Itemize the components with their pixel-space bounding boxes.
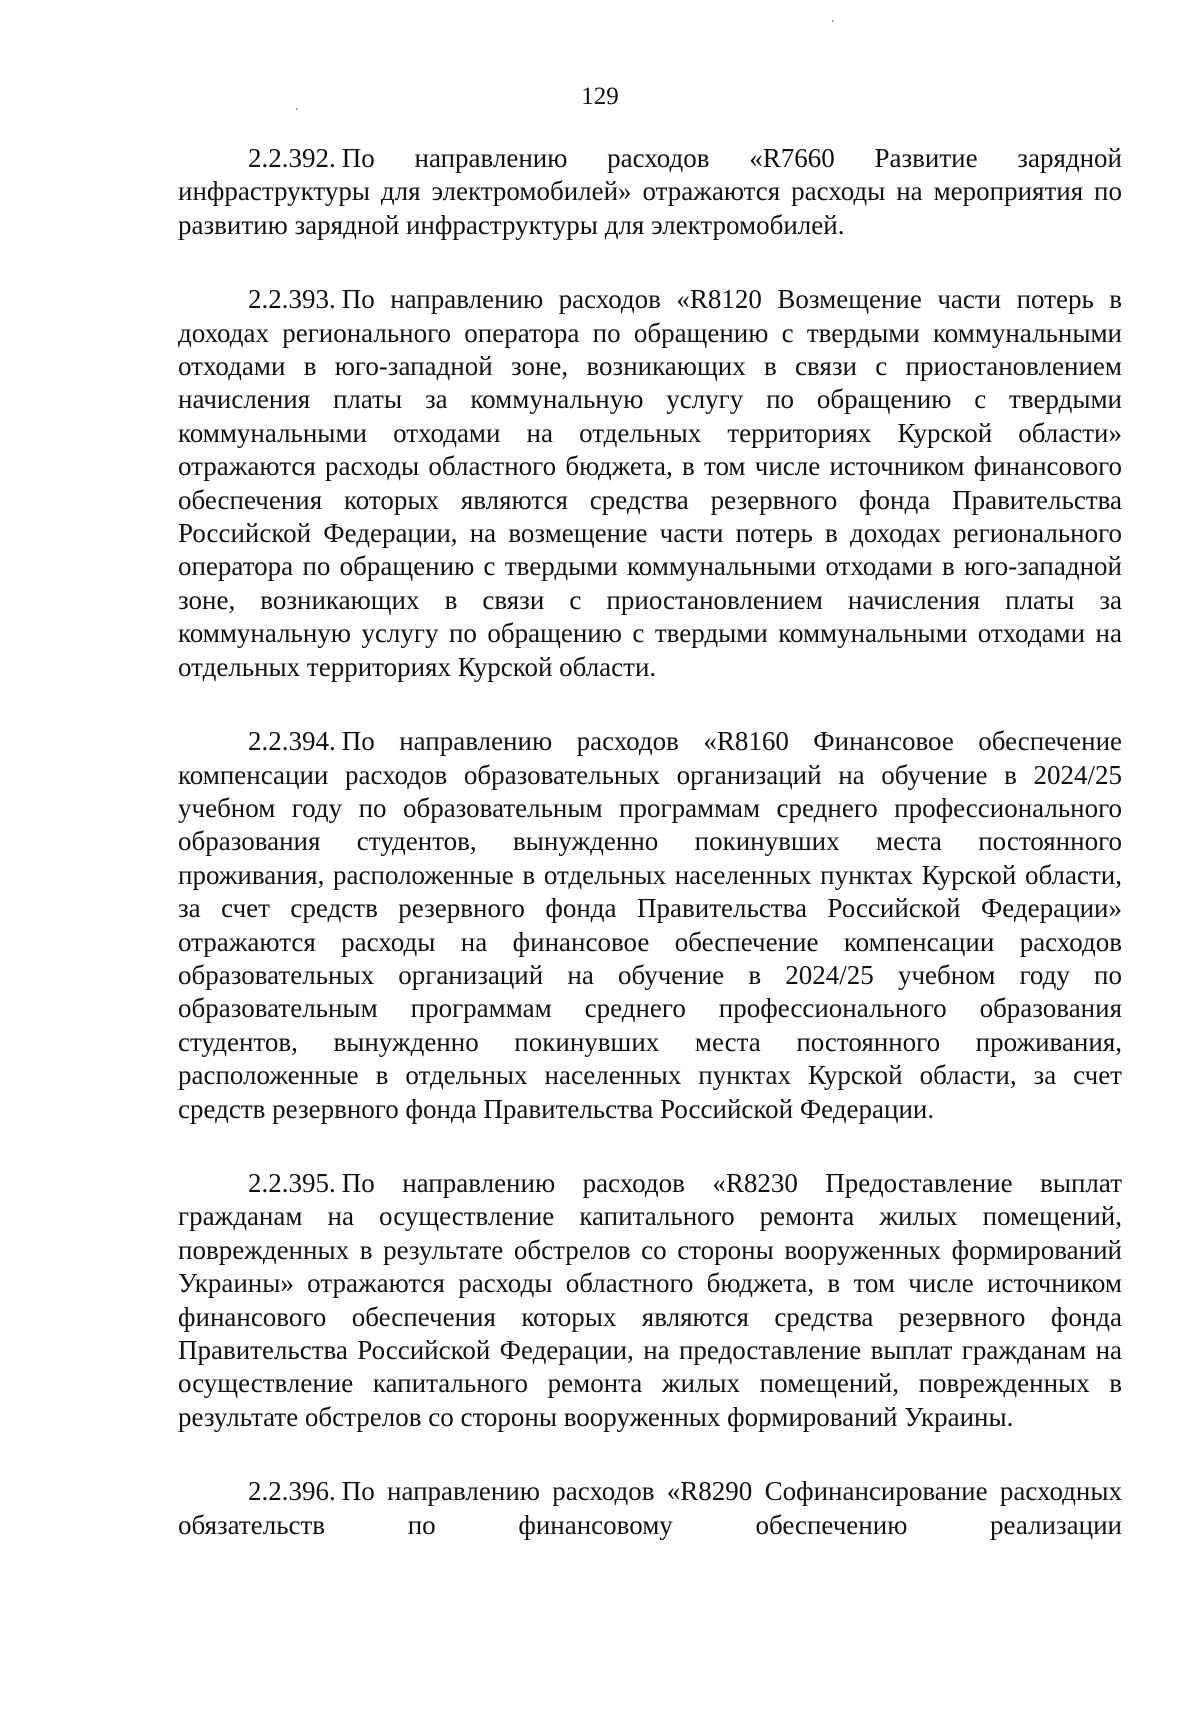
paragraph-text: По направлению расходов «R8230 Предоставление выплат гражданам на осуществление капитального ремонта жилых помещений, поврежденных в результате обстрелов со стороны вооруженных формирований Украины» отражаются расходы областного бюджета, в том числе источником финансового обеспечения которых являются средства резервного фонда Правительства Российской Федерации, на предоставление выплат гражданам на осуществление капитального ремонта жилых помещений, поврежденных в результате обстрелов со стороны вооруженных формирований Украины.	[178, 1167, 1122, 1432]
paragraph-number: 2.2.392.	[248, 143, 336, 173]
paragraph-2-2-394	[178, 725, 1122, 1126]
paragraph-number: 2.2.393.	[248, 284, 336, 315]
paragraph-text: По направлению расходов «R8290 Софинансирование расходных обязательств по финансовому обеспечению реализации	[178, 1476, 1122, 1540]
paragraph-text: По направлению расходов «R8160 Финансовое обеспечение компенсации расходов образовательных организаций на обучение в 2024/25 учебном году по образовательным программам среднего профессионального образования студентов, вынужденно покинувших места постоянного проживания, расположенные в отдельных населенных пунктах Курской области, за счет средств резервного фонда Правительства Российской Федерации» отражаются расходы на финансовое обеспечение компенсации расходов образовательных организаций на обучение в 2024/25 учебном году по образовательным программам среднего профессионального образования студентов, вынужденно покинувших места постоянного проживания, расположенные в отдельных населенных пунктах Курской области, за счет средств резервного фонда Правительства Российской Федерации.	[178, 726, 1122, 1124]
paragraph-2-2-393	[178, 283, 1122, 684]
paragraph-text: По направлению расходов «R7660 Развитие зарядной инфраструктуры для электромобилей» отражаются расходы на мероприятия по развитию зарядной инфраструктуры для электромобилей.	[178, 143, 1122, 240]
paragraph-number: 2.2.395.	[248, 1167, 336, 1198]
paragraph-2-2-392	[178, 142, 1122, 242]
paragraph-2-2-396	[178, 1475, 1122, 1542]
scan-speck	[832, 20, 834, 22]
document-body	[178, 142, 1122, 1542]
paragraph-number: 2.2.396.	[248, 1476, 336, 1507]
paragraph-text: По направлению расходов «R8120 Возмещение части потерь в доходах регионального оператора по обращению с твердыми коммунальными отходами в юго-западной зоне, возникающих в связи с приостановлением начисления платы за коммунальную услугу по обращению с твердыми коммунальными отходами на отдельных территориях Курской области» отражаются расходы областного бюджета, в том числе источником финансового обеспечения которых являются средства резервного фонда Правительства Российской Федерации, на возмещение части потерь в доходах регионального оператора по обращению с твердыми коммунальными отходами в юго-западной зоне, возникающих в связи с приостановлением начисления платы за коммунальную услугу по обращению с твердыми коммунальными отходами на отдельных территориях Курской области.	[178, 284, 1122, 682]
paragraph-2-2-395	[178, 1167, 1122, 1434]
page-number: 129	[581, 83, 619, 110]
paragraph-number: 2.2.394.	[248, 726, 336, 757]
